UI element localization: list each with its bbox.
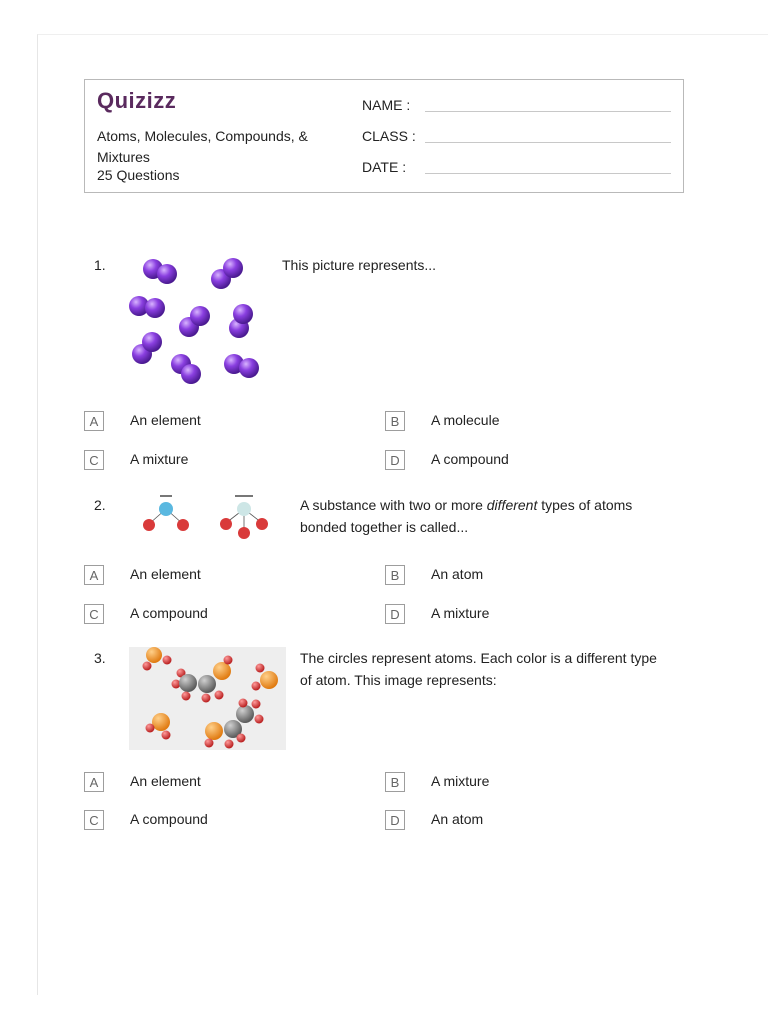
question-3-image xyxy=(129,647,286,755)
q1-option-d-box[interactable]: D xyxy=(385,450,405,470)
q1-option-c-box[interactable]: C xyxy=(84,450,104,470)
q2-option-c-label: A compound xyxy=(130,605,208,621)
q1-option-a-label: An element xyxy=(130,412,201,428)
q1-option-d-label: A compound xyxy=(431,451,509,467)
worksheet-header xyxy=(84,79,684,193)
question-count: 25 Questions xyxy=(97,167,180,183)
question-2-image xyxy=(136,494,276,547)
question-1-number: 1. xyxy=(94,257,106,273)
q3-option-b-box[interactable]: B xyxy=(385,772,405,792)
class-label: CLASS xyxy=(362,128,408,144)
q2-option-b-label: An atom xyxy=(431,566,484,582)
question-1-text: This picture represents... xyxy=(282,257,437,273)
q2-option-d-label: A mixture xyxy=(431,605,490,621)
q2-option-a-box[interactable]: A xyxy=(84,565,104,585)
quizizz-logo: Quizizz xyxy=(97,88,177,113)
q2-option-a-label: An element xyxy=(130,566,201,582)
name-label: NAME xyxy=(362,97,403,113)
class-field[interactable]: CLASS : xyxy=(362,128,424,144)
q3-option-d-box[interactable]: D xyxy=(385,810,405,830)
q2-option-c-box[interactable]: C xyxy=(84,604,104,624)
question-3-text: The circles represent atoms. Each color is a different type of atom. This image represents: xyxy=(300,650,657,688)
q3-option-a-label: An element xyxy=(130,773,201,789)
question-2-text: A substance with two or more different types of atoms bonded together is called... xyxy=(300,497,633,535)
question-2-number: 2. xyxy=(94,497,106,513)
q1-option-b-box[interactable]: B xyxy=(385,411,405,431)
date-line[interactable] xyxy=(425,173,671,174)
name-line[interactable] xyxy=(425,111,671,112)
q3-option-c-label: A compound xyxy=(130,811,208,827)
q1-option-b-label: A molecule xyxy=(431,412,500,428)
q3-option-b-label: A mixture xyxy=(431,773,490,789)
question-1-image xyxy=(126,254,266,395)
q1-option-a-box[interactable]: A xyxy=(84,411,104,431)
q3-option-d-label: An atom xyxy=(431,811,484,827)
q2-option-d-box[interactable]: D xyxy=(385,604,405,624)
q3-option-a-box[interactable]: A xyxy=(84,772,104,792)
class-line[interactable] xyxy=(425,142,671,143)
date-label: DATE xyxy=(362,159,399,175)
quiz-title: Atoms, Molecules, Compounds, & Mixtures xyxy=(97,128,308,165)
question-3-number: 3. xyxy=(94,650,106,666)
question-2-emphasis: different xyxy=(486,497,538,513)
q2-option-b-box[interactable]: B xyxy=(385,565,405,585)
q3-option-c-box[interactable]: C xyxy=(84,810,104,830)
name-field[interactable]: NAME : xyxy=(362,97,424,113)
q1-option-c-label: A mixture xyxy=(130,451,189,467)
date-field[interactable]: DATE : xyxy=(362,159,424,175)
